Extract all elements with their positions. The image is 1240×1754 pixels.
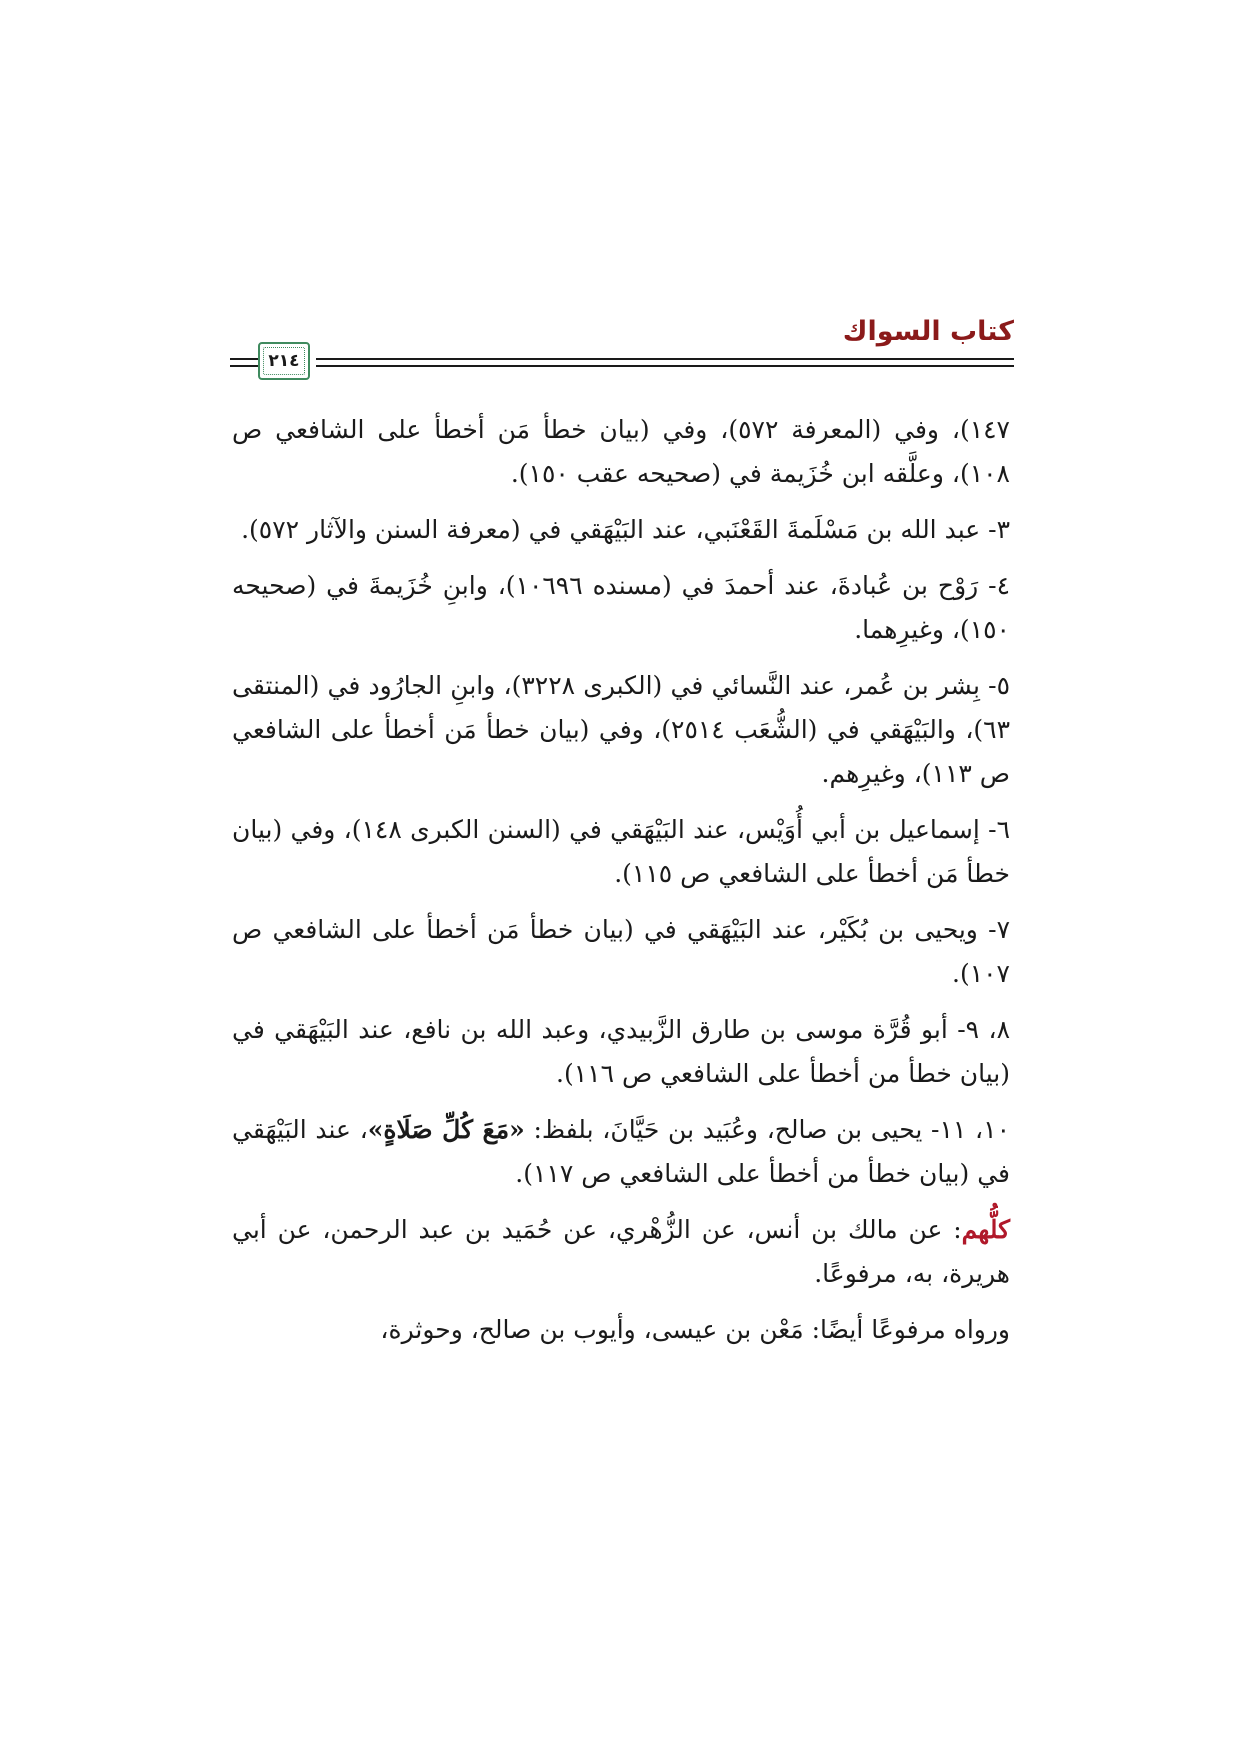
page-number-badge bbox=[258, 342, 310, 380]
header-rule-left-bottom bbox=[230, 365, 258, 367]
paragraph-1: ١٤٧)، وفي (المعرفة ٥٧٢)، وفي (بيان خطأ مَن أخطأ على الشافعي ص ١٠٨)، وعلَّقه ابن خُزَيمة في (صحيحه عقب ١٥٠). bbox=[232, 415, 1010, 488]
paragraph-9-text: : عن مالك بن أنس، عن الزُّهْري، عن حُمَيد بن عبد الرحمن، عن أبي هريرة، به، مرفوعًا. bbox=[232, 1215, 1010, 1288]
header-rule-top bbox=[316, 358, 1014, 360]
paragraph-10: ورواه مرفوعًا أيضًا: مَعْن بن عيسى، وأيوب بن صالح، وحوثرة، bbox=[380, 1315, 1010, 1344]
paragraph-3: ٤- رَوْح بن عُبادةَ، عند أحمدَ في (مسنده ١٠٦٩٦)، وابنِ خُزَيمةَ في (صحيحه ١٥٠)، وغيرِهما. bbox=[232, 571, 1011, 644]
paragraph-8-post: ، عند البَيْهَقي في (بيان خطأ من أخطأ على الشافعي ص ١١٧). bbox=[232, 1115, 1010, 1188]
paragraph-4: ٥- بِشر بن عُمر، عند النَّسائي في (الكبرى ٣٢٢٨)، وابنِ الجارُود في (المنتقى ٦٣)، والبَيْهَقي في (الشُّعَب ٢٥١٤)، وفي (بيان خطأ مَن أخطأ على الشافعي ص ١١٣)، وغيرِهم. bbox=[232, 671, 1010, 788]
book-title: كتاب السواك bbox=[842, 316, 1014, 347]
page-number: ٢١٤ bbox=[268, 351, 300, 371]
header-rule-left-top bbox=[230, 358, 258, 360]
paragraph-2: ٣- عبد الله بن مَسْلَمةَ القَعْنَبي، عند البَيْهَقي في (معرفة السنن والآثار ٥٧٢). bbox=[241, 515, 1010, 544]
header-rule-bottom bbox=[316, 365, 1014, 367]
paragraph-5: ٦- إسماعيل بن أبي أُوَيْس، عند البَيْهَقي في (السنن الكبرى ١٤٨)، وفي (بيان خطأ مَن أخطأ على الشافعي ص ١١٥). bbox=[232, 815, 1010, 888]
paragraph-8 bbox=[232, 1108, 1010, 1196]
paragraph-9 bbox=[232, 1208, 1010, 1296]
page-body bbox=[232, 408, 1010, 1364]
paragraph-9-lead: كلُّهم bbox=[961, 1215, 1010, 1244]
paragraph-6: ٧- ويحيى بن بُكَيْر، عند البَيْهَقي في (بيان خطأ مَن أخطأ على الشافعي ص ١٠٧). bbox=[232, 915, 1010, 988]
paragraph-8-pre: ١٠، ١١- يحيى بن صالح، وعُبَيد بن حَيَّانَ، بلفظ: bbox=[524, 1115, 1010, 1144]
page-header bbox=[230, 318, 1014, 388]
hadith-quote: «مَعَ كُلِّ صَلَاةٍ» bbox=[367, 1115, 525, 1144]
paragraph-7: ٨، ٩- أبو قُرَّة موسى بن طارق الزَّبيدي، وعبد الله بن نافع، عند البَيْهَقي في (بيان خطأ من أخطأ على الشافعي ص ١١٦). bbox=[232, 1015, 1011, 1088]
